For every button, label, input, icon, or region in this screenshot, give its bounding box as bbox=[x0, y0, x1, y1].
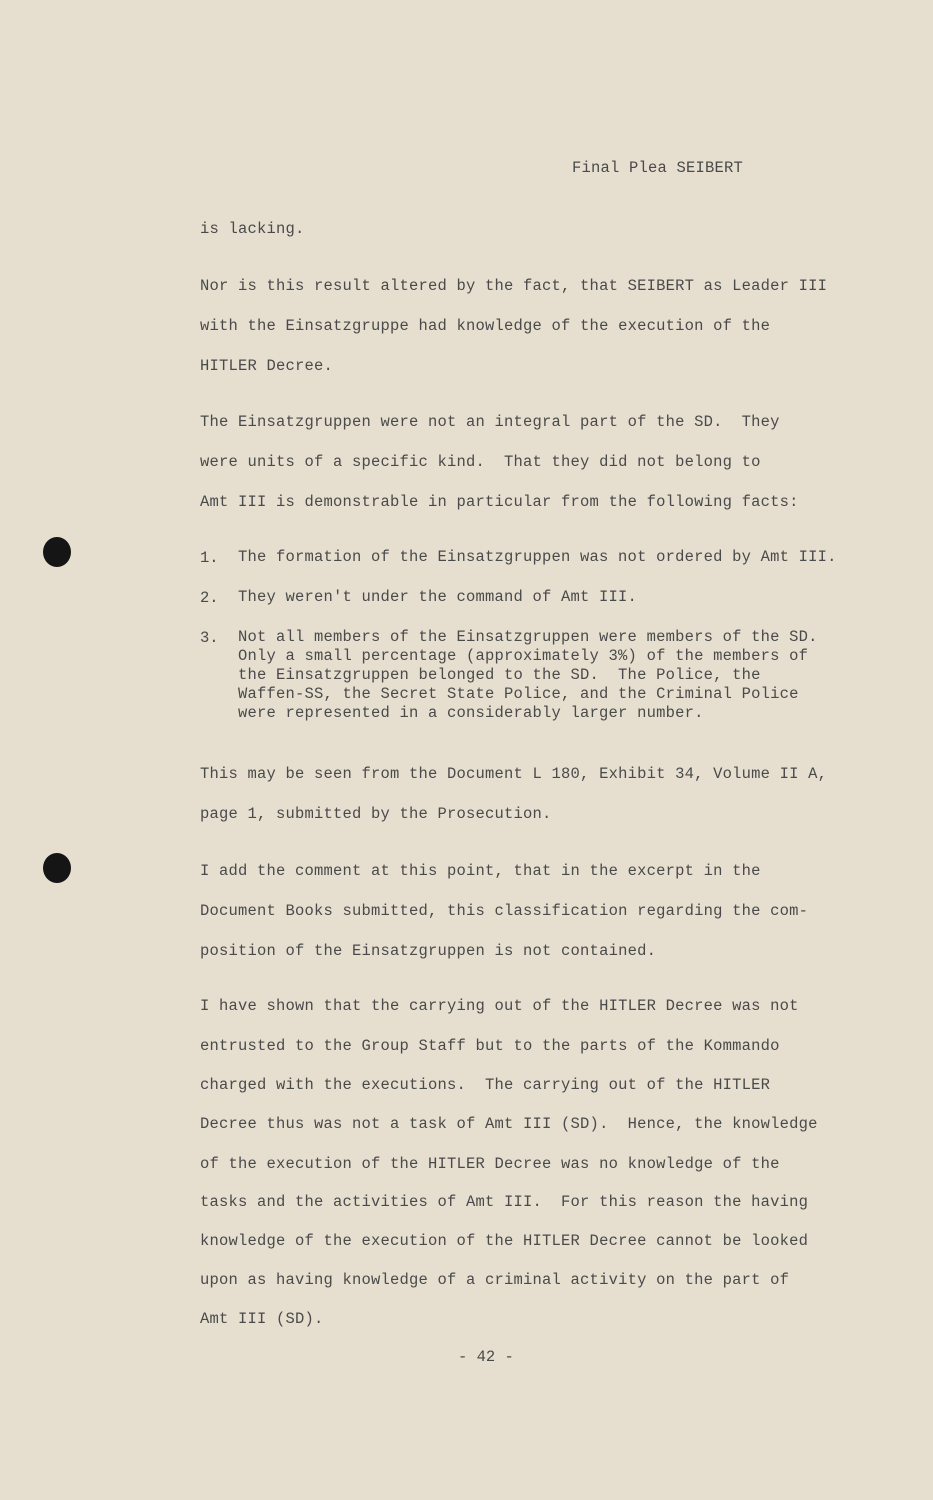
text-line: Document Books submitted, this classification regarding the com- bbox=[200, 902, 809, 920]
list-item-line: Only a small percentage (approximately 3%) of the members of bbox=[238, 647, 809, 665]
text-line: is lacking. bbox=[200, 220, 305, 238]
header-title: Final Plea SEIBERT bbox=[572, 159, 744, 177]
text-line: page 1, submitted by the Prosecution. bbox=[200, 805, 552, 823]
text-line: This may be seen from the Document L 180, Exhibit 34, Volume II A, bbox=[200, 765, 828, 783]
text-line: Amt III (SD). bbox=[200, 1310, 324, 1328]
text-line: HITLER Decree. bbox=[200, 357, 334, 375]
list-item-line: Not all members of the Einsatzgruppen were members of the SD. bbox=[238, 628, 818, 646]
list-item-line: were represented in a considerably larger number. bbox=[238, 704, 704, 722]
list-item-line: the Einsatzgruppen belonged to the SD. The Police, the bbox=[238, 666, 761, 684]
list-number: 3. bbox=[200, 629, 219, 647]
list-item-line: Waffen-SS, the Secret State Police, and the Criminal Police bbox=[238, 685, 799, 703]
text-line: charged with the executions. The carrying out of the HITLER bbox=[200, 1076, 771, 1094]
text-line: of the execution of the HITLER Decree was no knowledge of the bbox=[200, 1155, 780, 1173]
punch-hole-top bbox=[43, 537, 71, 567]
text-line: were units of a specific kind. That they did not belong to bbox=[200, 453, 761, 471]
text-line: with the Einsatzgruppe had knowledge of the execution of the bbox=[200, 317, 771, 335]
text-line: position of the Einsatzgruppen is not contained. bbox=[200, 942, 657, 960]
list-item-line: They weren't under the command of Amt III. bbox=[238, 588, 638, 606]
text-line: entrusted to the Group Staff but to the parts of the Kommando bbox=[200, 1037, 780, 1055]
text-line: I have shown that the carrying out of the HITLER Decree was not bbox=[200, 997, 799, 1015]
text-line: Amt III is demonstrable in particular from the following facts: bbox=[200, 493, 799, 511]
list-number: 1. bbox=[200, 549, 219, 567]
text-line: upon as having knowledge of a criminal activity on the part of bbox=[200, 1271, 790, 1289]
text-line: The Einsatzgruppen were not an integral part of the SD. They bbox=[200, 413, 780, 431]
text-line: tasks and the activities of Amt III. For this reason the having bbox=[200, 1193, 809, 1211]
list-number: 2. bbox=[200, 589, 219, 607]
text-line: I add the comment at this point, that in the excerpt in the bbox=[200, 862, 761, 880]
page-number: - 42 - bbox=[458, 1348, 514, 1366]
punch-hole-bottom bbox=[43, 853, 71, 883]
text-line: Decree thus was not a task of Amt III (SD). Hence, the knowledge bbox=[200, 1115, 818, 1133]
list-item-line: The formation of the Einsatzgruppen was not ordered by Amt III. bbox=[238, 548, 837, 566]
text-line: knowledge of the execution of the HITLER Decree cannot be looked bbox=[200, 1232, 809, 1250]
text-line: Nor is this result altered by the fact, that SEIBERT as Leader III bbox=[200, 277, 828, 295]
